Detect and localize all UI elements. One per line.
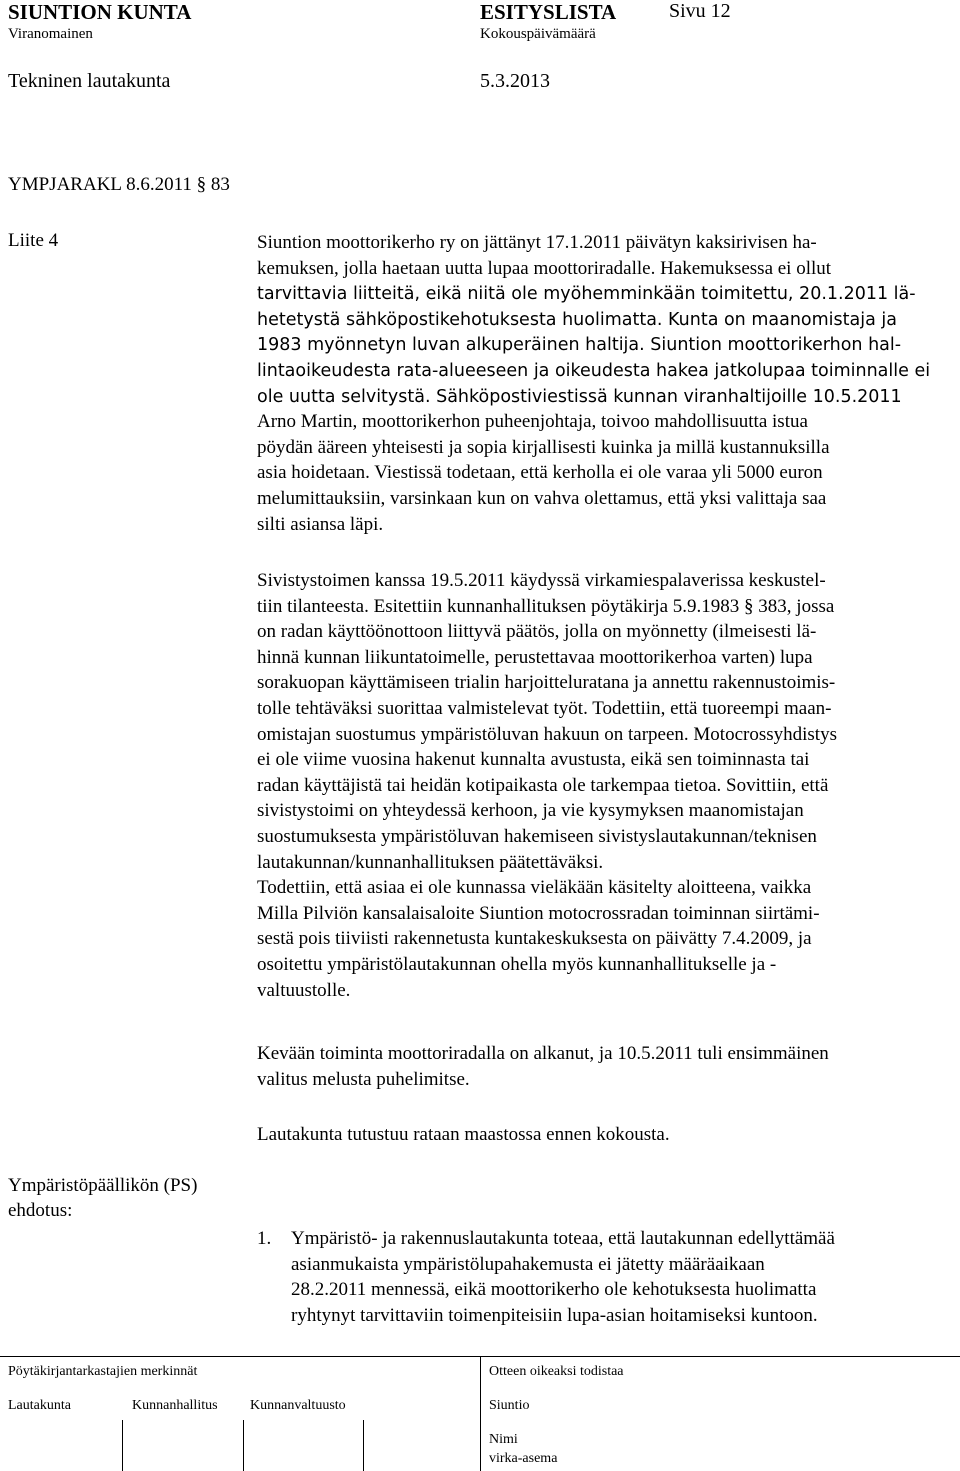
meeting-date: 5.3.2013: [480, 70, 550, 92]
paragraph-2-line: Milla Pilviön kansalaisaloite Siuntion motocrossradan toiminnan siirtämi-: [257, 902, 820, 924]
paragraph-2-line: radan käyttäjistä tai heidän kotipaikasta ole tarkempaa tietoa. Sovittiin, että: [257, 774, 829, 796]
reviewers-label: Pöytäkirjantarkastajien merkinnät: [8, 1364, 198, 1379]
board-name: Tekninen lautakunta: [8, 70, 171, 92]
paragraph-1-line: [257, 256, 947, 282]
footer-divider-center: [480, 1357, 481, 1471]
footer-col-kunnanvaltuusto: Kunnanvaltuusto: [250, 1398, 346, 1413]
paragraph-1-line: [257, 460, 947, 486]
paragraph-1-line: [257, 230, 947, 256]
paragraph-4: [257, 1122, 947, 1148]
text-run: pöydän ääreen yhteisesti ja sopia kirjallisesti kuinka ja millä kustannuksilla: [257, 436, 830, 458]
paragraph-1-line: [257, 409, 947, 435]
text-run: Arno Martin, moottorikerhon puheenjohtaja, toivoo mahdollisuutta istua: [257, 411, 808, 433]
paragraph-3-line: Kevään toiminta moottoriradalla on alkanut, ja 10.5.2011 tuli ensimmäinen: [257, 1043, 829, 1064]
footer-col-lautakunta: Lautakunta: [8, 1398, 71, 1413]
paragraph-4-text: Lautakunta tutustuu rataan maastossa ennen kokousta.: [257, 1124, 670, 1145]
proposal-label-line2: ehdotus:: [8, 1200, 73, 1221]
paragraph-2-line: sivistystoimi on yhteydessä kerhoon, ja vie kysymyksen maanomistajan: [257, 800, 804, 822]
footer-position: virka-asema: [489, 1451, 558, 1466]
document-type: ESITYSLISTA: [480, 0, 617, 24]
page-number: Sivu 12: [669, 0, 731, 22]
proposal-item-number: 1.: [257, 1228, 272, 1249]
paragraph-3-line: valitus melusta puhelimitse.: [257, 1068, 470, 1090]
paragraph-2-line: hinnä kunnan liikuntatoimelle, perustettavaa moottorikerhoa varten) lupa: [257, 646, 813, 668]
paragraph-2-line: tiin tilanteesta. Esitettiin kunnanhallituksen pöytäkirja 5.9.1983 § 383, jossa: [257, 595, 835, 617]
paragraph-1-line: [257, 435, 947, 461]
proposal-line: 28.2.2011 mennessä, eikä moottorikerho ole kehotuksesta huolimatta: [291, 1279, 817, 1301]
paragraph-2-line: ei ole viime vuosina hakenut kunnalta avustusta, eikä sen toiminnasta tai: [257, 749, 810, 771]
paragraph-2-line: Todettiin, että asiaa ei ole kunnassa vieläkään käsitelty aloitteena, vaikka: [257, 877, 812, 899]
text-run: hetetystä sähköpostikehotuksesta huolimatta. Kunta on maanomistaja ja: [257, 309, 897, 330]
meeting-date-label: Kokouspäivämäärä: [480, 26, 596, 42]
attachment-label: Liite 4: [8, 230, 59, 251]
paragraph-2-line: osoitettu ympäristölautakunnan ohella myös kunnanhallitukselle ja -: [257, 953, 777, 975]
paragraph-2-line: suostumuksesta ympäristöluvan hakemiseen sivistyslautakunnan/teknisen: [257, 825, 817, 847]
paragraph-2-line: tolle tehtäväksi suorittaa valmistelevat työt. Todettiin, että tuoreempi maan-: [257, 697, 832, 719]
proposal-line: asianmukaista ympäristölupahakemusta ei jätetty määräaikaan: [291, 1253, 765, 1275]
text-run: silti asiansa läpi.: [257, 513, 384, 535]
footer-name: Nimi: [489, 1432, 518, 1447]
paragraph-2-line: on radan käyttöönottoon liittyvä päätös, jolla on myönnetty (ilmeisesti lä-: [257, 621, 817, 643]
footer-place: Siuntio: [489, 1398, 530, 1413]
paragraph-2-line: valtuustolle.: [257, 979, 351, 1001]
text-run: Siuntion moottorikerho ry on jättänyt 17.1.2011 päivätyn kaksirivisen ha-: [257, 232, 817, 253]
paragraph-2-line: omistajan suostumus ympäristöluvan hakuun on tarpeen. Motocrossyhdistys: [257, 723, 837, 745]
municipality-name: SIUNTION KUNTA: [8, 0, 192, 24]
text-run: lintaoikeudesta rata-alueeseen ja oikeudesta hakea jatkolupaa toiminnalle ei: [257, 360, 931, 381]
proposal-line: ryhtynyt tarvittaviin toimenpiteisiin lupa-asian hoitamiseksi kuntoon.: [291, 1304, 818, 1326]
text-run: kemuksen, jolla haetaan uutta lupaa moottoriradalle. Hakemuksessa ei ollut: [257, 257, 832, 279]
proposal-label-line1: Ympäristöpäällikön (PS): [8, 1175, 198, 1196]
proposal-item-text: [291, 1226, 835, 1328]
paragraph-1-line: [257, 384, 947, 410]
footer-divider-3: [363, 1420, 364, 1471]
authority-label: Viranomainen: [8, 26, 93, 42]
footer-col-kunnanhallitus: Kunnanhallitus: [132, 1398, 218, 1413]
paragraph-1-line: [257, 307, 947, 333]
text-run: ole uutta selvitystä. Sähköpostiviestissä kunnan viranhaltijoille 10.5.2011: [257, 386, 902, 407]
paragraph-1: [257, 230, 947, 537]
footer-divider-2: [243, 1420, 244, 1471]
paragraph-2: [257, 568, 947, 1003]
text-run: tarvittavia liitteitä, eikä niitä ole myöhemminkään toimitettu, 20.1.2011 lä-: [257, 284, 916, 305]
paragraph-1-line: [257, 332, 947, 358]
proposal-line: Ympäristö- ja rakennuslautakunta toteaa, että lautakunnan edellyttämää: [291, 1228, 835, 1249]
paragraph-1-line: [257, 281, 947, 307]
paragraph-1-line: [257, 486, 947, 512]
paragraph-2-line: sorakuopan käyttämiseen trialin harjoitteluratana ja annettu rakennustoimis-: [257, 672, 836, 694]
paragraph-1-line: [257, 512, 947, 538]
text-run: melumittauksiin, varsinkaan kun on vahva olettamus, että yksi valittaja saa: [257, 487, 827, 509]
section-reference: YMPJARAKL 8.6.2011 § 83: [8, 174, 230, 195]
paragraph-3: [257, 1041, 947, 1092]
paragraph-2-line: sestä pois tiiviisti rakennetusta kuntakeskuksesta on päivätty 7.4.2009, ja: [257, 928, 812, 950]
text-run: 1983 myönnetyn luvan alkuperäinen haltija. Siuntion moottorikerhon hal-: [257, 335, 902, 356]
footer-divider-1: [122, 1420, 123, 1471]
paragraph-2-line: Sivistystoimen kanssa 19.5.2011 käydyssä virkamiespalaverissa keskustel-: [257, 570, 826, 591]
certified-label: Otteen oikeaksi todistaa: [489, 1364, 624, 1379]
paragraph-1-line: [257, 358, 947, 384]
text-run: asia hoidetaan. Viestissä todetaan, että kerholla ei ole varaa yli 5000 euron: [257, 462, 823, 484]
paragraph-2-line: lautakunnan/kunnanhallituksen päätettäväksi.: [257, 851, 604, 873]
